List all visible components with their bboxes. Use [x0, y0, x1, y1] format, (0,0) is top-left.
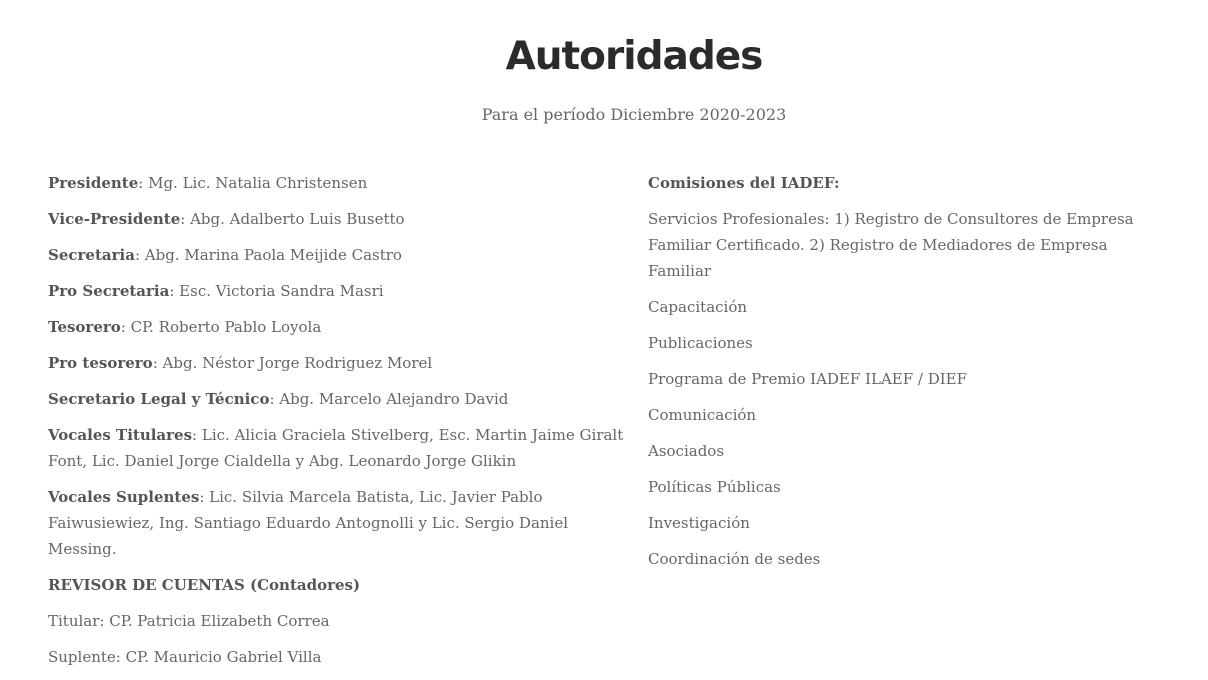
- authority-name: : Abg. Néstor Jorge Rodriguez Morel: [152, 354, 433, 372]
- commission-item: Programa de Premio IADEF ILAEF / DIEF: [648, 370, 968, 388]
- authority-entry: [48, 484, 628, 562]
- authority-role: Secretario Legal y Técnico: [48, 390, 270, 408]
- authority-entry: [48, 386, 628, 412]
- authority-entry: [48, 422, 628, 474]
- authority-name: : Lic. Silvia Marcela Batista, Lic. Javier Pablo Faiwusiewiez, Ing. Santiago Eduardo Antognolli y Lic. Sergio Daniel Messing.: [48, 488, 569, 558]
- commission-item: Investigación: [648, 514, 750, 532]
- page-subtitle: Para el período Diciembre 2020-2023: [481, 105, 787, 124]
- authority-entry: [48, 242, 628, 268]
- revisor-suplente: Suplente: CP. Mauricio Gabriel Villa: [48, 648, 322, 666]
- authority-name: : Mg. Lic. Natalia Christensen: [138, 174, 368, 192]
- page-title: Autoridades: [505, 34, 763, 79]
- commissions-heading: [648, 170, 1168, 196]
- commission-item: Coordinación de sedes: [648, 550, 821, 568]
- commission-item: Asociados: [648, 442, 725, 460]
- authority-name: : Abg. Marcelo Alejandro David: [269, 390, 509, 408]
- authority-entry: [48, 170, 628, 196]
- commission-item: Políticas Públicas: [648, 478, 781, 496]
- commission-item: Comunicación: [648, 406, 757, 424]
- authority-name: : Lic. Alicia Graciela Stivelberg, Esc. Martin Jaime Giralt Font, Lic. Daniel Jorge Cialdella y Abg. Leonardo Jorge Glikin: [48, 426, 624, 470]
- commissions-heading-text: Comisiones del IADEF:: [648, 174, 840, 192]
- commission-item: Publicaciones: [648, 334, 753, 352]
- revisor-heading: [48, 572, 628, 598]
- authority-entry: [48, 314, 628, 340]
- authority-name: : Abg. Marina Paola Meijide Castro: [134, 246, 402, 264]
- authority-name: : CP. Roberto Pablo Loyola: [120, 318, 322, 336]
- revisor-heading-text: REVISOR DE CUENTAS (Contadores): [48, 576, 361, 594]
- authority-role: Tesorero: [48, 318, 121, 336]
- authority-entry: [48, 206, 628, 232]
- authority-role: Presidente: [48, 174, 139, 192]
- authority-role: Pro tesorero: [48, 354, 153, 372]
- authority-role: Vocales Titulares: [48, 426, 193, 444]
- authority-role: Vocales Suplentes: [48, 488, 200, 506]
- authorities-column: [48, 170, 628, 680]
- authority-name: : Esc. Victoria Sandra Masri: [169, 282, 384, 300]
- authority-name: : Abg. Adalberto Luis Busetto: [180, 210, 405, 228]
- authority-role: Pro Secretaria: [48, 282, 170, 300]
- revisor-titular: Titular: CP. Patricia Elizabeth Correa: [48, 612, 330, 630]
- commission-item: Capacitación: [648, 298, 748, 316]
- authority-entry: [48, 350, 628, 376]
- authority-role: Vice-Presidente: [48, 210, 181, 228]
- authority-entry: [48, 278, 628, 304]
- commission-item: Servicios Profesionales: 1) Registro de Consultores de Empresa Familiar Certificado. 2) Registro de Mediadores de Empresa Familiar: [648, 210, 1134, 280]
- commissions-column: [648, 170, 1168, 582]
- authority-role: Secretaria: [48, 246, 135, 264]
